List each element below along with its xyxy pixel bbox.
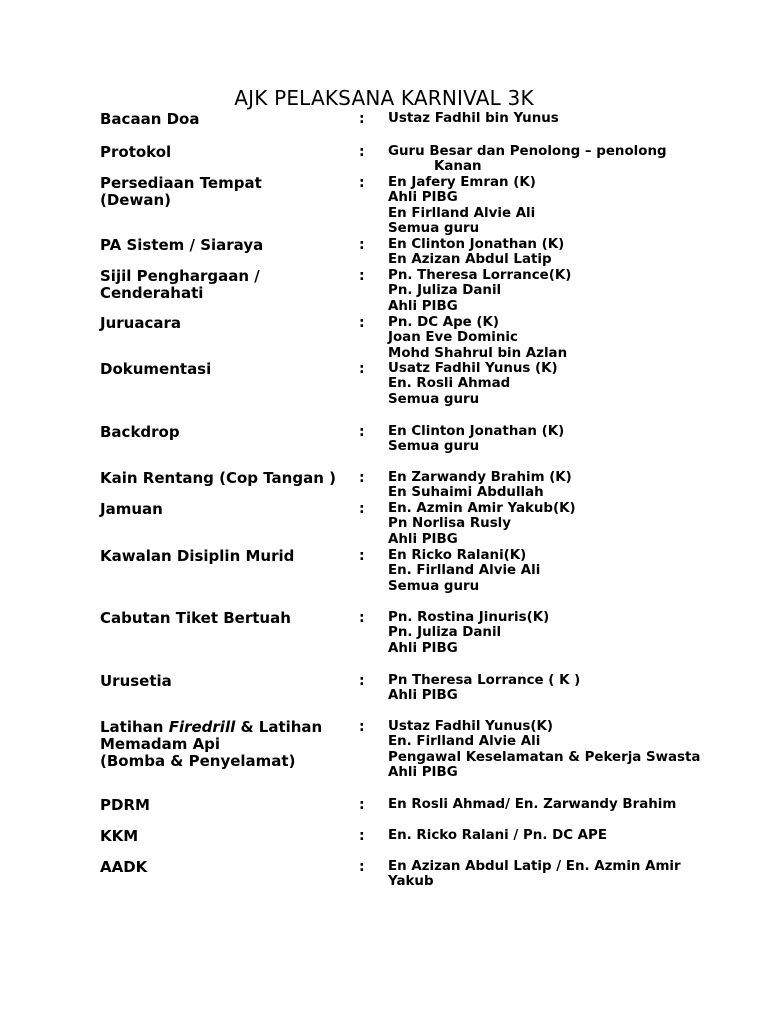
member-name: Semua guru	[388, 221, 480, 237]
separator: :	[359, 175, 365, 191]
separator: :	[359, 111, 365, 127]
role-label: Protokol	[100, 143, 172, 161]
separator: :	[359, 315, 365, 331]
member-name: Semua guru	[388, 439, 480, 455]
member-name: Semua guru	[388, 391, 480, 407]
member-name: Ustaz Fadhil bin Yunus	[388, 111, 559, 126]
member-name: Pn Theresa Lorrance ( K )	[388, 673, 581, 688]
member-name: Pn Norlisa Rusly	[388, 516, 512, 532]
member-name: En Clinton Jonathan (K)	[388, 424, 565, 439]
member-name: Ahli PIBG	[388, 531, 458, 547]
separator: :	[359, 424, 365, 440]
separator: :	[359, 859, 365, 875]
separator: :	[359, 470, 365, 486]
role-text-italic: Firedrill	[168, 718, 236, 736]
separator: :	[359, 548, 365, 564]
member-list	[388, 424, 758, 455]
role-label: Backdrop	[100, 423, 180, 441]
member-list	[388, 859, 758, 890]
separator: :	[359, 144, 365, 160]
member-name: En Suhaimi Abdullah	[388, 485, 544, 501]
member-list	[388, 315, 758, 361]
role-label-line: Cenderahati	[100, 284, 204, 302]
member-list	[388, 610, 758, 656]
member-list	[388, 175, 758, 237]
role-label: AADK	[100, 858, 148, 876]
role-text: & Latihan	[235, 718, 323, 736]
member-name: En. Firlland Alvie Ali	[388, 563, 541, 579]
member-name: Semua guru	[388, 578, 480, 594]
separator: :	[359, 610, 365, 626]
member-name: Pn. Juliza Danil	[388, 283, 502, 299]
role-label: Dokumentasi	[100, 360, 212, 378]
member-name: Pn. Theresa Lorrance(K)	[388, 268, 572, 283]
role-label-line: Persediaan Tempat	[100, 174, 262, 192]
role-label-line: (Bomba & Penyelamat)	[100, 752, 296, 770]
member-name: Ahli PIBG	[388, 190, 458, 206]
member-name: En. Azmin Amir Yakub(K)	[388, 501, 576, 516]
member-name: En. Rosli Ahmad	[388, 376, 511, 392]
member-name: Pn. Rostina Jinuris(K)	[388, 610, 550, 625]
role-label	[100, 175, 355, 209]
separator: :	[359, 673, 365, 689]
role-label: Kawalan Disiplin Murid	[100, 547, 295, 565]
member-name: Ahli PIBG	[388, 640, 458, 656]
member-name: En Firlland Alvie Ali	[388, 205, 536, 221]
role-label: KKM	[100, 827, 139, 845]
role-label	[100, 268, 355, 302]
role-label: PDRM	[100, 796, 150, 814]
member-name: En Clinton Jonathan (K)	[388, 237, 565, 252]
separator: :	[359, 268, 365, 284]
role-label-line: Sijil Penghargaan /	[100, 267, 260, 285]
role-label-line: Memadam Api	[100, 735, 221, 753]
role-label	[100, 719, 355, 770]
member-name: Pn. Juliza Danil	[388, 625, 502, 641]
role-label-line: (Dewan)	[100, 191, 171, 209]
member-name: Mohd Shahrul bin Azlan	[388, 345, 568, 361]
separator: :	[359, 501, 365, 517]
member-name: En Zarwandy Brahim (K)	[388, 470, 572, 485]
member-name: Usatz Fadhil Yunus (K)	[388, 361, 558, 376]
member-list	[388, 470, 758, 501]
member-name: En Rosli Ahmad/ En. Zarwandy Brahim	[388, 797, 677, 812]
separator: :	[359, 719, 365, 735]
role-label: Kain Rentang (Cop Tangan )	[100, 469, 336, 487]
member-list	[388, 797, 758, 812]
role-label: Juruacara	[100, 314, 181, 332]
separator: :	[359, 797, 365, 813]
role-label-line	[100, 719, 355, 736]
member-name: Ahli PIBG	[388, 688, 458, 704]
member-name: En Azizan Abdul Latip / En. Azmin Amir	[388, 859, 681, 874]
member-list	[388, 268, 758, 314]
member-name: Pengawal Keselamatan & Pekerja Swasta	[388, 749, 701, 765]
member-name: Pn. DC Ape (K)	[388, 315, 500, 330]
member-name: Ahli PIBG	[388, 765, 458, 781]
separator: :	[359, 361, 365, 377]
member-list	[388, 144, 758, 175]
member-name: Guru Besar dan Penolong – penolong	[388, 144, 667, 159]
role-label: Bacaan Doa	[100, 110, 200, 128]
document-title: AJK PELAKSANA KARNIVAL 3K	[234, 86, 534, 110]
member-list	[388, 719, 758, 781]
member-name: Joan Eve Dominic	[388, 330, 518, 346]
member-name: Ustaz Fadhil Yunus(K)	[388, 719, 554, 734]
role-label: Cabutan Tiket Bertuah	[100, 609, 291, 627]
member-name: En Jafery Emran (K)	[388, 175, 536, 190]
member-name: En. Firlland Alvie Ali	[388, 734, 541, 750]
member-name: Kanan	[434, 159, 482, 175]
role-label: PA Sistem / Siaraya	[100, 236, 264, 254]
role-label: Jamuan	[100, 500, 163, 518]
separator: :	[359, 828, 365, 844]
member-list	[388, 111, 758, 126]
member-name: En Ricko Ralani(K)	[388, 548, 527, 563]
separator: :	[359, 237, 365, 253]
member-name: Ahli PIBG	[388, 298, 458, 314]
member-name: Yakub	[388, 874, 434, 890]
member-list	[388, 673, 758, 704]
member-list	[388, 237, 758, 268]
member-list	[388, 548, 758, 594]
member-list	[388, 828, 758, 843]
member-name: En Azizan Abdul Latip	[388, 252, 552, 268]
member-name: En. Ricko Ralani / Pn. DC APE	[388, 828, 608, 843]
role-label: Urusetia	[100, 672, 172, 690]
member-list	[388, 501, 758, 547]
member-list	[388, 361, 758, 407]
role-text: Latihan	[100, 718, 169, 736]
